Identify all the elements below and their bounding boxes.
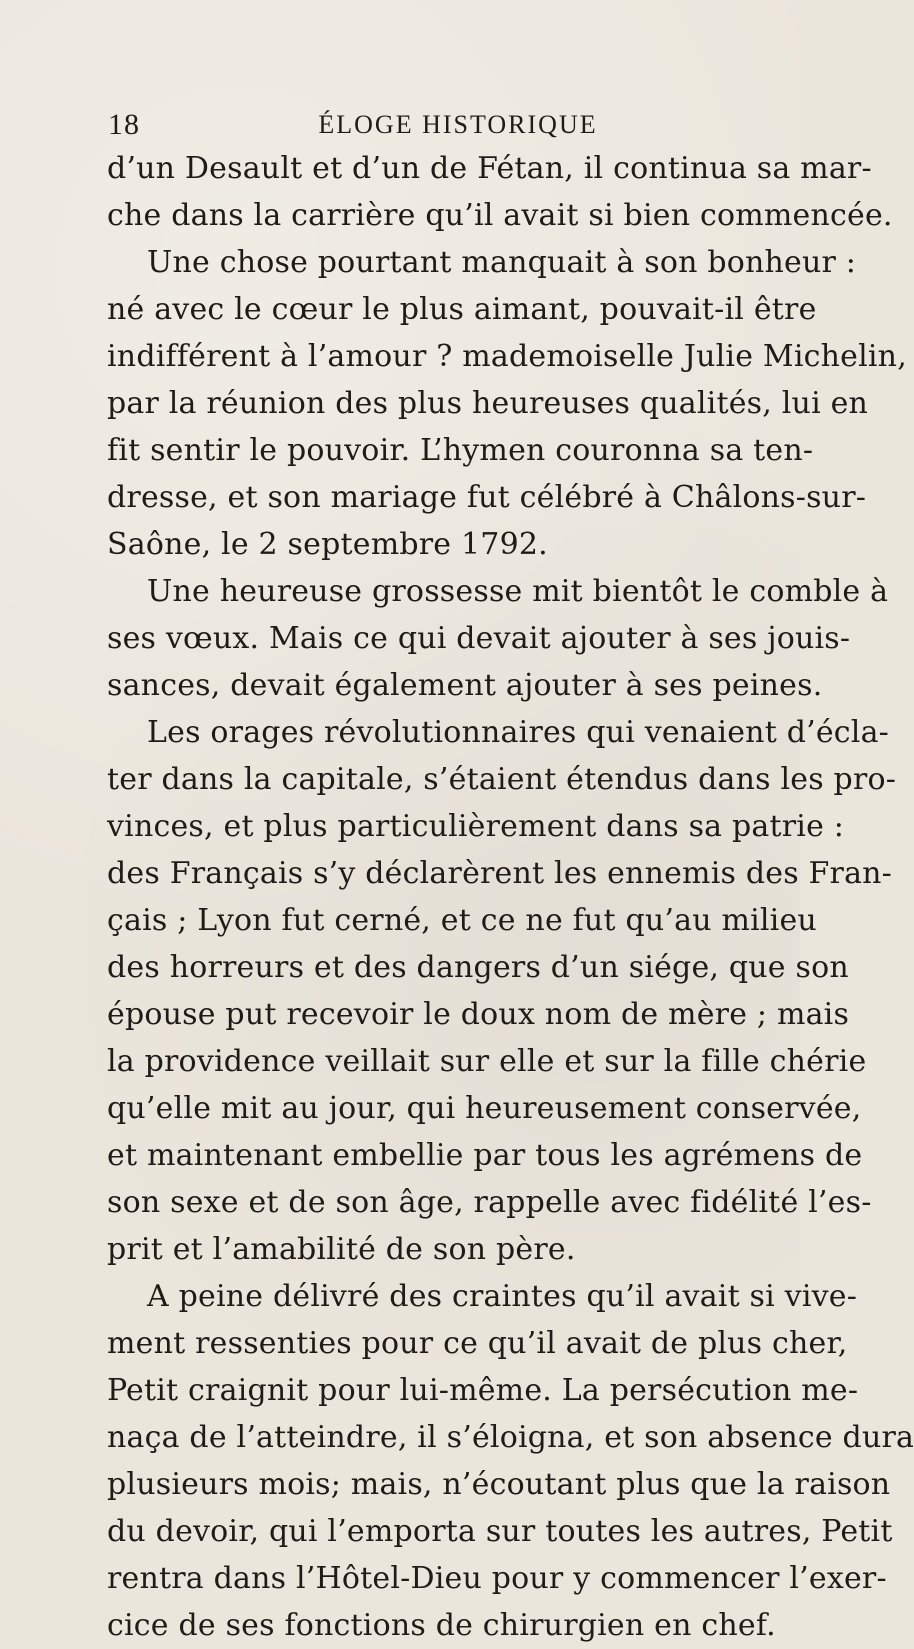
text-line: d’un Desault et d’un de Fétan, il continua sa mar- [107,151,872,186]
text-line: dresse, et son mariage fut célébré à Châlons-sur- [107,480,867,515]
page-number: 18 [108,108,140,141]
text-line: çais ; Lyon fut cerné, et ce ne fut qu’au milieu [107,903,817,938]
text-line: prit et l’amabilité de son père. [107,1232,576,1267]
text-line: et maintenant embellie par tous les agrémens de [107,1138,863,1173]
text-line: sances, devait également ajouter à ses peines. [107,668,823,703]
text-line: du devoir, qui l’emporta sur toutes les autres, Petit [107,1514,893,1549]
text-line: né avec le cœur le plus aimant, pouvait-il être [107,292,817,327]
text-line: Petit craignit pour lui-même. La persécution me- [107,1373,859,1408]
text-line: naça de l’atteindre, il s’éloigna, et son absence dura [107,1420,914,1455]
text-line: qu’elle mit au jour, qui heureusement conservée, [107,1091,862,1126]
text-line: che dans la carrière qu’il avait si bien commencée. [107,198,893,233]
text-line: cice de ses fonctions de chirurgien en chef. [107,1608,776,1643]
text-line: des Français s’y déclarèrent les ennemis des Fran- [107,856,893,891]
text-line: par la réunion des plus heureuses qualités, lui en [107,386,869,421]
text-line: ter dans la capitale, s’étaient étendus dans les pro- [107,762,897,797]
text-line: indifférent à l’amour ? mademoiselle Julie Michelin, [107,339,907,374]
text-line: Une chose pourtant manquait à son bonheur : [147,245,857,280]
text-line: son sexe et de son âge, rappelle avec fidélité l’es- [107,1185,872,1220]
running-title: ÉLOGE HISTORIQUE [318,110,598,139]
text-line: ment ressenties pour ce qu’il avait de plus cher, [107,1326,848,1361]
text-line: fit sentir le pouvoir. L’hymen couronna sa ten- [107,433,814,468]
text-line: des horreurs et des dangers d’un siége, que son [107,950,849,985]
text-line: A peine délivré des craintes qu’il avait si vive- [147,1279,858,1314]
text-line: rentra dans l’Hôtel-Dieu pour y commencer l’exer- [107,1561,887,1596]
text-line: Saône, le 2 septembre 1792. [107,527,548,562]
text-line: Les orages révolutionnaires qui venaient d’écla- [147,715,890,750]
body-text [107,145,914,1649]
text-line: Une heureuse grossesse mit bientôt le comble à [147,574,889,609]
text-line: épouse put recevoir le doux nom de mère ; mais [107,997,850,1032]
text-line: plusieurs mois; mais, n’écoutant plus que la raison [107,1467,891,1502]
text-line: vinces, et plus particulièrement dans sa patrie : [107,809,845,844]
text-line: la providence veillait sur elle et sur la fille chérie [107,1044,867,1079]
text-line: ses vœux. Mais ce qui devait ajouter à ses jouis- [107,621,851,656]
